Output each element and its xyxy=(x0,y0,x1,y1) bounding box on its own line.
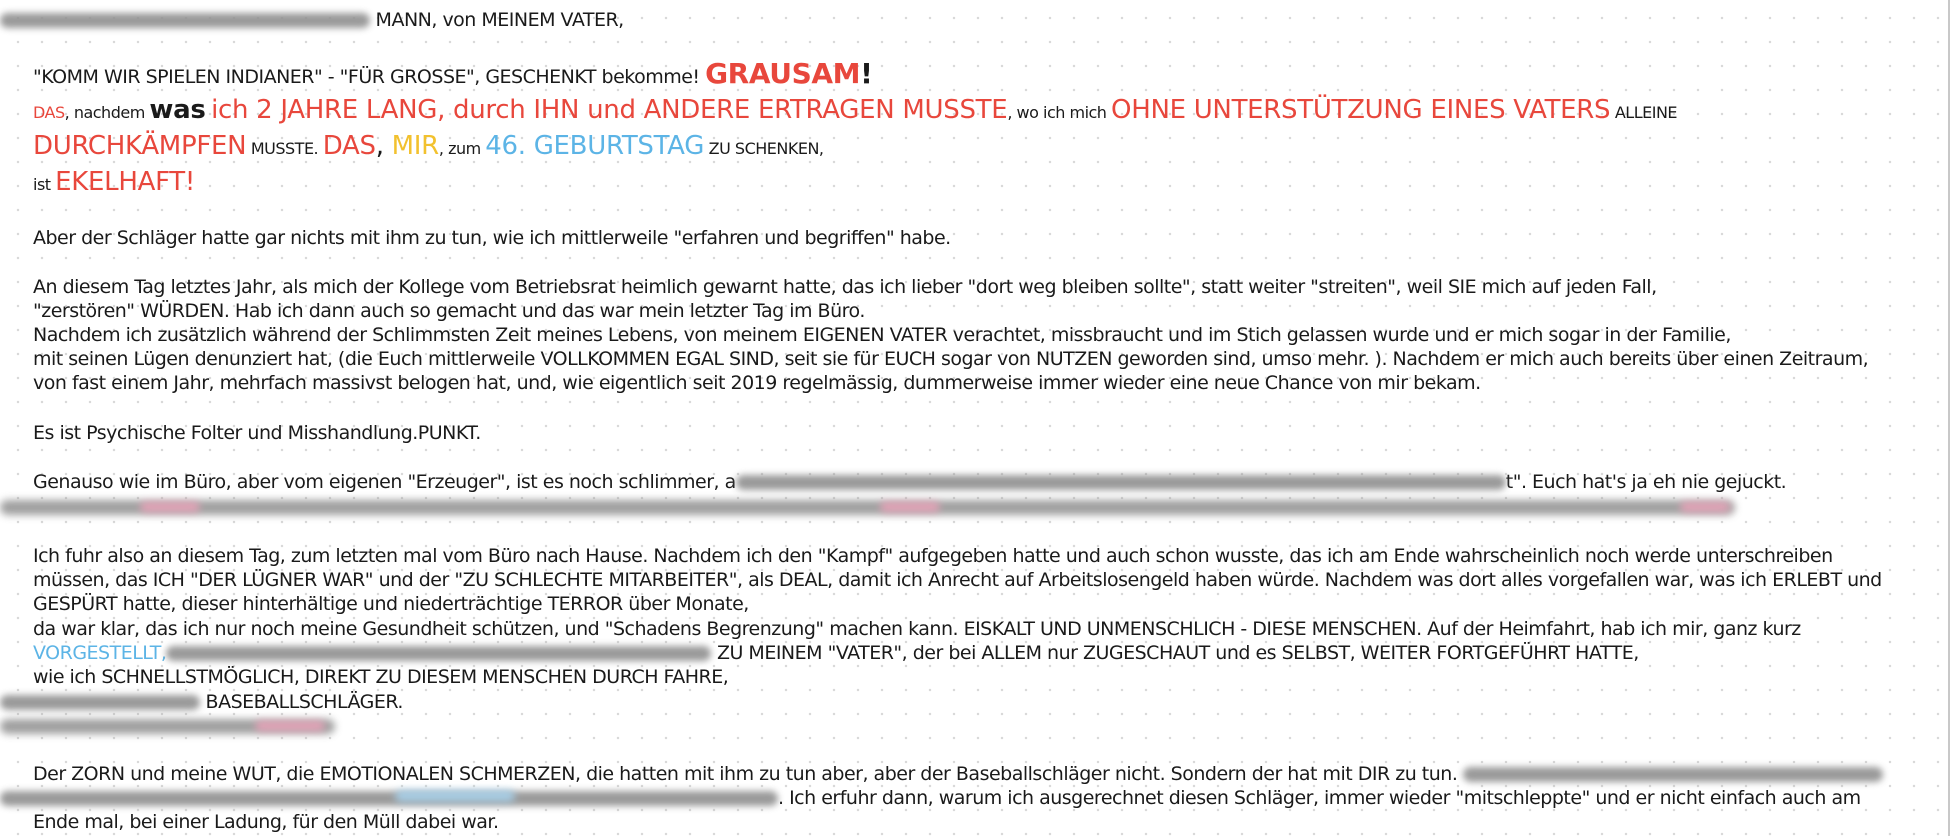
highlight-word: MIR xyxy=(391,131,439,161)
text-line-11: von fast einem Jahr, mehrfach massivst belogen hat, und, wie eigentlich seit 2019 regelmässig, dummerweise immer wieder eine neue Chance von mir bekam. xyxy=(33,372,1481,394)
text-segment: ZU MEINEM "VATER", der bei ALLEM nur ZUGESCHAUT und es SELBST, WEITER FORTGEFÜHRT HATTE, xyxy=(711,642,1639,664)
text-line-8: "zerstören" WÜRDEN. Hab ich dann auch so gemacht und das war mein letzter Tag im Büro. xyxy=(33,300,865,322)
text-segment: MANN, von MEINEM VATER, xyxy=(375,9,624,31)
text-line-21 xyxy=(33,762,1883,786)
text-segment: Der ZORN und meine WUT, die EMOTIONALEN SCHMERZEN, die hatten mit ihm zu tun aber, aber der Baseballschläger nicht. Sondern der hat mit DIR zu tun. xyxy=(33,763,1458,785)
text-line-18 xyxy=(33,641,1639,665)
redacted-text xyxy=(166,646,711,661)
redacted-highlight xyxy=(1680,502,1730,512)
text-line-17: da war klar, das ich nur noch meine Gesundheit schützen, und "Schadens Begrenzung" machen kann. EISKALT UND UNMENSCHLICH - DIESE MENSCHEN. Auf der Heimfahrt, hab ich mir, ganz kurz xyxy=(33,618,1801,640)
text-line-12: Es ist Psychische Folter und Misshandlung.PUNKT. xyxy=(33,422,481,444)
text-line-9: Nachdem ich zusätzlich während der Schlimmsten Zeit meines Lebens, von meinem EIGENEN VATER verachtet, missbraucht und im Stich gelassen wurde und er mich sogar in der Familie, xyxy=(33,324,1731,346)
text-segment: t". Euch hat's ja eh nie gejuckt. xyxy=(1505,471,1787,493)
redacted-text xyxy=(0,13,370,28)
text-segment: ZU SCHENKEN, xyxy=(704,139,824,158)
text-segment: ALLEINE xyxy=(1610,103,1678,122)
redacted-text xyxy=(736,475,1506,490)
highlight-word-grausam: GRAUSAM xyxy=(705,57,861,90)
text-line-7: An diesem Tag letztes Jahr, als mich der Kollege vom Betriebsrat heimlich gewarnt hatte, das ich lieber "dort weg bleiben sollte", statt weiter "streiten", weil SIE mich auf jeden Fall, xyxy=(33,276,1657,298)
text-line-16: GESPÜRT hatte, dieser hinterhältige und niederträchtige TERROR über Monate, xyxy=(33,593,749,615)
text-line-22 xyxy=(0,786,1861,810)
text-segment: DAS xyxy=(33,103,65,122)
text-line-20 xyxy=(0,690,403,714)
text-segment: a xyxy=(724,471,736,493)
redacted-line xyxy=(0,500,1735,515)
text-segment: ! xyxy=(860,57,873,90)
highlight-word: DAS xyxy=(322,131,376,161)
text-segment: . Ich erfuhr dann, warum ich ausgerechnet diesen Schläger, immer wieder "mitschleppte" und er nicht einfach auch am xyxy=(778,787,1861,809)
highlight-phrase: DURCHKÄMPFEN xyxy=(33,131,247,161)
redacted-highlight xyxy=(140,502,200,512)
text-segment: , wo ich mich xyxy=(1007,103,1112,122)
text-line-3 xyxy=(33,95,1678,125)
text-line-4 xyxy=(33,131,824,161)
text-line-2 xyxy=(33,57,873,90)
text-line-1 xyxy=(0,8,624,32)
text-line-10: mit seinen Lügen denunziert hat, (die Euch mittlerweile VOLLKOMMEN EGAL SIND, seit sie für EUCH sogar von NUTZEN geworden sind, umso mehr. ). Nachdem er mich auch bereits über einen Zeitraum, xyxy=(33,348,1869,370)
text-line-19: wie ich SCHNELLSTMÖGLICH, DIREKT ZU DIESEM MENSCHEN DURCH FAHRE, xyxy=(33,666,729,688)
redacted-text xyxy=(1463,767,1883,782)
text-segment: , nachdem xyxy=(64,103,150,122)
text-segment: MUSSTE. xyxy=(246,139,323,158)
redacted-highlight xyxy=(255,721,325,731)
highlight-phrase: ich 2 JAHRE LANG, durch IHN und ANDERE ERTRAGEN MUSSTE xyxy=(211,95,1008,125)
text-segment: "KOMM WIR SPIELEN INDIANER" - "FÜR GROSSE", GESCHENKT bekomme! xyxy=(33,66,706,88)
text-segment: ist xyxy=(33,175,56,194)
highlight-phrase: OHNE UNTERSTÜTZUNG EINES VATERS xyxy=(1111,95,1611,125)
text-line-13 xyxy=(33,470,1786,494)
text-segment: was xyxy=(149,95,206,125)
text-segment: BASEBALLSCHLÄGER. xyxy=(205,691,403,713)
redacted-text xyxy=(0,791,778,806)
page-border xyxy=(1948,0,1950,836)
text-line-15: müssen, das ICH "DER LÜGNER WAR" und der "ZU SCHLECHTE MITARBEITER", als DEAL, damit ich Anrecht auf Arbeitslosengeld haben würde. Nachdem was dort alles vorgefallen war, was ich ERLEBT und xyxy=(33,569,1882,591)
text-line-6: Aber der Schläger hatte gar nichts mit ihm zu tun, wie ich mittlerweile "erfahren und begriffen" habe. xyxy=(33,227,951,249)
text-line-14: Ich fuhr also an diesem Tag, zum letzten mal vom Büro nach Hause. Nachdem ich den "Kampf" aufgegeben hatte und auch schon wusste, das ich am Ende wahrscheinlich noch werde unterschreiben xyxy=(33,545,1833,567)
text-segment: , zum xyxy=(438,139,486,158)
highlight-word: VORGESTELLT, xyxy=(33,642,167,664)
redacted-text xyxy=(0,695,200,710)
highlight-word: EKELHAFT! xyxy=(55,167,195,197)
redacted-highlight xyxy=(395,790,515,802)
highlight-phrase: 46. GEBURTSTAG xyxy=(485,131,705,161)
text-line-5 xyxy=(33,167,195,197)
redacted-highlight xyxy=(880,502,940,512)
text-line-23: Ende mal, bei einer Ladung, für den Müll dabei war. xyxy=(33,811,499,833)
text-segment: Genauso wie im Büro, aber vom eigenen "Erzeuger", ist es noch schlimmer, xyxy=(33,471,725,493)
text-segment: , xyxy=(375,131,392,161)
